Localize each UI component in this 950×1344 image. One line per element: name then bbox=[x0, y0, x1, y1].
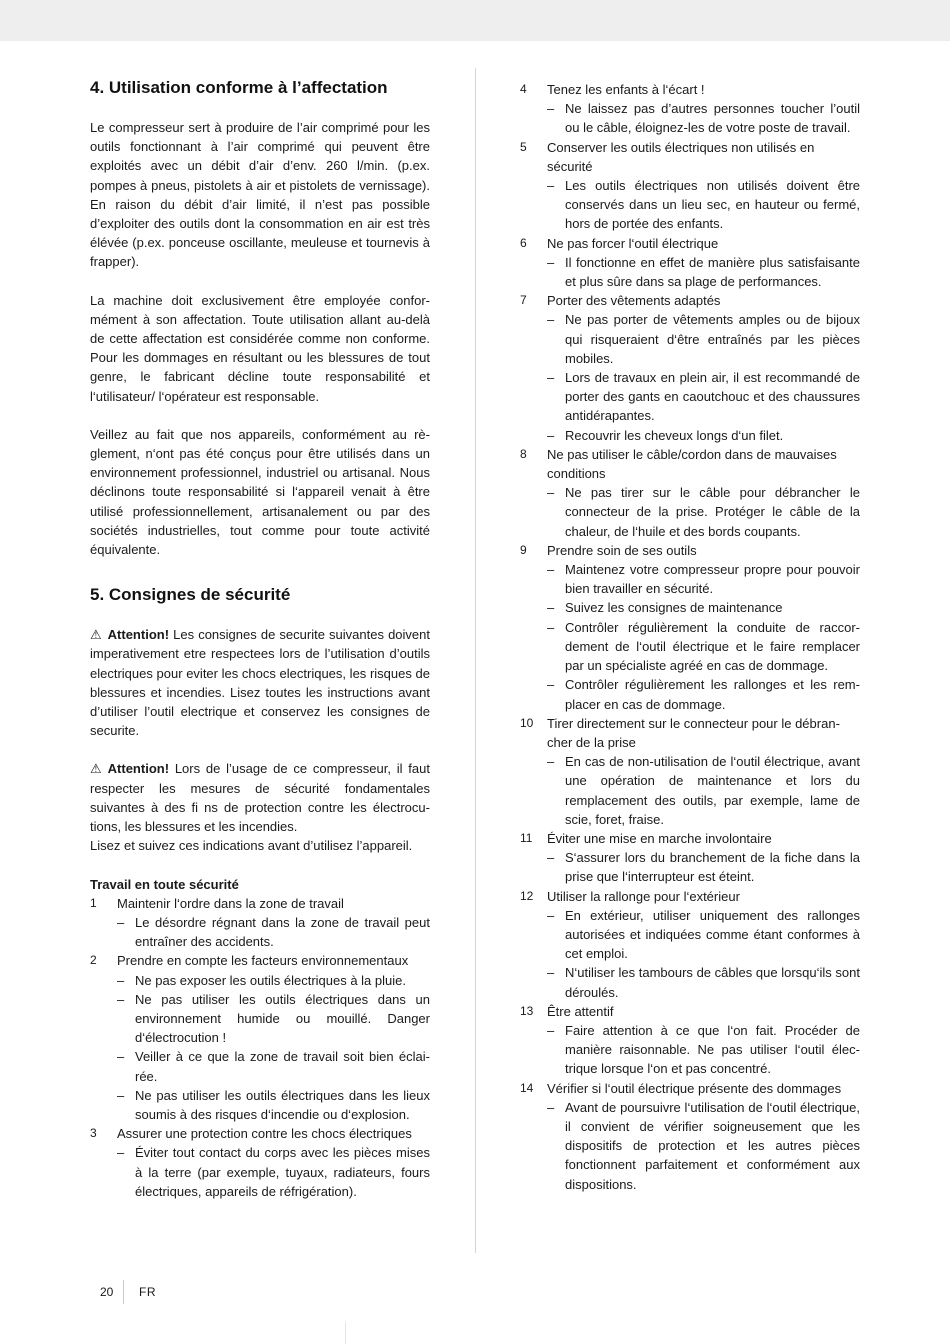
bullet-item bbox=[520, 598, 860, 617]
item-number: 12 bbox=[520, 888, 534, 903]
bullet-text: En cas de non-utilisation de l‘outil électrique, avant une opération de maintenance et lors du remplacement des outils, par exemple, lame de scie, foret, fraise. bbox=[565, 754, 860, 827]
bullet-text: Ne pas utiliser les outils électriques dans un environnement humide ou mouillé. Danger d‘électrocution ! bbox=[135, 991, 430, 1046]
item-number: 10 bbox=[520, 715, 534, 730]
item-text: Tirer directement sur le connecteur pour le débrancher de la prise bbox=[547, 715, 840, 750]
safety-item bbox=[520, 829, 860, 848]
safety-item bbox=[520, 80, 860, 99]
bullet-text: Il fonctionne en effet de manière plus satisfaisante et plus sûre dans sa plage de performances. bbox=[565, 254, 860, 290]
column-divider bbox=[475, 68, 476, 1253]
item-number: 4 bbox=[520, 82, 527, 96]
bullet-item bbox=[90, 913, 430, 951]
bullet-text: Éviter tout contact du corps avec les pièces mises à la terre (par exemple, tuyaux, radiateurs, fours électriques, appareils de réfrigération). bbox=[135, 1145, 430, 1199]
warning-text: Les consignes de securite suivantes doivent imperativement etre respectees lors de l’utilisation d’outils electriques pour eviter les chocs electriques, les risques de blessures et incendies. Lisez toutes les instructions avant d’utiliser l’outil electrique et conservez les consignes de securite. bbox=[90, 627, 430, 739]
bullet-dash: – bbox=[547, 254, 555, 270]
item-text: Être attentif bbox=[547, 1003, 614, 1019]
section-5-title: 5. Consignes de sécurité bbox=[90, 585, 291, 605]
safety-item bbox=[520, 291, 860, 310]
bullet-item bbox=[520, 560, 860, 598]
left-column bbox=[90, 76, 430, 1201]
bullet-dash: – bbox=[547, 907, 555, 923]
bullet-text: Faire attention à ce que l‘on fait. Procéder de manière raisonnable. Ne pas utiliser l‘outil électrique lorsque l‘on et pas concentré. bbox=[565, 1022, 860, 1077]
item-number: 13 bbox=[520, 1003, 534, 1018]
item-number: 1 bbox=[90, 895, 97, 910]
section-4-paragraph: Le compresseur sert à produire de l’air comprimé pour les outils fonctionnant à l’air comprimé qui peuvent être exploités avec un débit d’air d’env. 260 l/min. (p.ex. pompes à pneus, pistolets à air et pistolets de vernissage). En raison du débit d’air limité, il n’est pas possible d’exploiter des outils dont la consommation en air est très élévée (p.ex. ponceuse oscillante, meuleuse et tournevis à frapper). bbox=[90, 120, 430, 270]
bullet-text: Ne pas exposer les outils électriques à la pluie. bbox=[135, 972, 406, 988]
bullet-text: Contrôler régulièrement la conduite de raccordement de l‘outil électrique et le faire remplacer par un spécialiste agréé en cas de dommage. bbox=[565, 619, 860, 674]
bullet-dash: – bbox=[117, 914, 125, 930]
bullet-dash: – bbox=[547, 562, 555, 578]
safety-list-right bbox=[520, 80, 860, 1194]
bullet-dash: – bbox=[547, 370, 555, 386]
bullet-item bbox=[520, 483, 860, 541]
bullet-text: Maintenez votre compresseur propre pour pouvoir bien travailler en sécurité. bbox=[565, 562, 860, 597]
warning-extra-text: Lisez et suivez ces indications avant d’utilisez l’appareil. bbox=[90, 838, 413, 854]
item-text: Conserver les outils électriques non utilisés en sécurité bbox=[547, 139, 815, 174]
bullet-text: Recouvrir les cheveux longs d‘un filet. bbox=[565, 427, 784, 443]
bullet-item bbox=[520, 752, 860, 829]
item-text: Éviter une mise en marche involontaire bbox=[547, 830, 772, 846]
bullet-text: N‘utiliser les tambours de câbles que lorsqu‘ils sont déroulés. bbox=[565, 965, 860, 1000]
item-text: Prendre soin de ses outils bbox=[547, 542, 697, 558]
section-4-paragraph: La machine doit exclusivement être employée conformément à son affectation. Toute utilisation allant au-delà de cette affectation est considérée comme non conforme. Pour les dommages en résultant ou les blessures de tout genre, le fabricant décline toute responsabilité et l‘utilisateur/ l‘opérateur est responsable. bbox=[90, 292, 430, 404]
bullet-text: En extérieur, utiliser uniquement des rallonges autorisées et indiquées comme étant conformes à cet emploi. bbox=[565, 907, 860, 962]
bullet-text: S‘assurer lors du branchement de la fiche dans la prise que l‘interrupteur est éteint. bbox=[565, 850, 860, 885]
bullet-item bbox=[520, 1021, 860, 1079]
bullet-dash: – bbox=[117, 1145, 125, 1161]
safety-item bbox=[520, 714, 860, 752]
bullet-dash: – bbox=[117, 1087, 125, 1103]
bullet-item bbox=[520, 675, 860, 713]
bullet-dash: – bbox=[547, 312, 555, 328]
bullet-dash: – bbox=[117, 972, 125, 988]
bullet-item bbox=[520, 963, 860, 1001]
bullet-dash: – bbox=[547, 677, 555, 693]
safety-item bbox=[520, 445, 860, 483]
bullet-item bbox=[90, 1047, 430, 1085]
bullet-item bbox=[90, 971, 430, 990]
warning-text: Lors de l’usage de ce compresseur, il faut respecter les mesures de sécurité fondamentales suivantes à des fi ns de protection contre les électrocutions, les blessures et les incendies. bbox=[90, 761, 430, 835]
bullet-item bbox=[520, 99, 860, 137]
item-number: 6 bbox=[520, 235, 527, 250]
section-4-paragraph: Veillez au fait que nos appareils, conformément au règlement, n‘ont pas été conçus pour être utilisés dans un environnement professionnel, industriel ou artisanal. Nous déclinons toute responsabilité si l‘appareil venait à être utilisé professionnellement, artisanalement ou par des sociétés industrielles, tout comme pour toute activité équivalente. bbox=[90, 426, 430, 558]
bottom-mark bbox=[345, 1322, 346, 1344]
safety-item bbox=[520, 1079, 860, 1098]
bullet-text: Veiller à ce que la zone de travail soit bien éclairée. bbox=[135, 1049, 430, 1084]
bullet-item bbox=[520, 906, 860, 964]
item-number: 7 bbox=[520, 293, 527, 308]
bullet-text: Suivez les consignes de maintenance bbox=[565, 600, 783, 616]
item-text: Tenez les enfants à l‘écart ! bbox=[547, 82, 705, 97]
item-text: Vérifier si l‘outil électrique présente des dommages bbox=[547, 1080, 842, 1096]
warning-paragraph bbox=[90, 625, 430, 740]
safety-item bbox=[520, 234, 860, 253]
bullet-text: Les outils électriques non utilisés doivent être conservés dans un lieu sec, en hauteur ou fermé, hors de portée des enfants. bbox=[565, 178, 860, 232]
safety-item bbox=[520, 541, 860, 560]
item-text: Ne pas forcer l‘outil électrique bbox=[547, 235, 719, 251]
right-column bbox=[520, 80, 860, 1194]
item-text: Assurer une protection contre les chocs électriques bbox=[117, 1126, 412, 1142]
bullet-dash: – bbox=[547, 485, 555, 501]
bullet-text: Ne pas porter de vêtements amples ou de bijoux qui risqueraient d‘être entraînés par les pièces mobiles. bbox=[565, 312, 860, 366]
bullet-text: Lors de travaux en plein air, il est recommandé de porter des gants en caoutchouc et des chaussures antidérapantes. bbox=[565, 370, 860, 424]
page-footer bbox=[100, 1280, 156, 1304]
top-bar bbox=[0, 0, 950, 41]
safety-list-left bbox=[90, 894, 430, 1201]
bullet-text: Ne pas tirer sur le câble pour débrancher le connecteur de la prise. Protéger le câble de la chaleur, de l‘huile et des bords coupants. bbox=[565, 485, 860, 539]
bullet-dash: – bbox=[117, 1049, 125, 1065]
bullet-item bbox=[520, 1098, 860, 1194]
page-number: 20 bbox=[100, 1285, 114, 1299]
bullet-dash: – bbox=[117, 991, 125, 1007]
warning-label: Attention! bbox=[107, 761, 170, 777]
item-number: 5 bbox=[520, 139, 527, 154]
bullet-dash: – bbox=[547, 965, 555, 981]
item-text: Prendre en compte les facteurs environnementaux bbox=[117, 953, 409, 969]
bullet-item bbox=[90, 990, 430, 1048]
bullet-dash: – bbox=[547, 178, 555, 194]
language-code: FR bbox=[139, 1285, 156, 1299]
bullet-dash: – bbox=[547, 619, 555, 635]
item-text: Utiliser la rallonge pour l‘extérieur bbox=[547, 888, 740, 904]
item-text: Maintenir l‘ordre dans la zone de travail bbox=[117, 895, 344, 911]
footer-divider bbox=[123, 1280, 124, 1304]
item-number: 9 bbox=[520, 542, 527, 557]
bullet-dash: – bbox=[547, 850, 555, 866]
item-text: Ne pas utiliser le câble/cordon dans de mauvaises conditions bbox=[547, 446, 837, 482]
bullet-item bbox=[520, 426, 860, 445]
bullet-item bbox=[520, 368, 860, 426]
warning-icon: ⚠ bbox=[90, 761, 102, 777]
safety-item bbox=[520, 1002, 860, 1021]
bullet-item bbox=[520, 310, 860, 368]
section-4-title: 4. Utilisation conforme à l’affectation bbox=[90, 78, 388, 97]
item-text: Porter des vêtements adaptés bbox=[547, 293, 721, 309]
item-number: 8 bbox=[520, 446, 527, 461]
safety-item bbox=[520, 887, 860, 906]
bullet-dash: – bbox=[547, 1022, 555, 1038]
bullet-text: Avant de poursuivre l‘utilisation de l‘outil électrique, il convient de vérifier soigneusement que les dispositifs de protection et les autres pièces fonctionnent parfaitement et conformément aux dispositions. bbox=[565, 1099, 860, 1192]
item-number: 3 bbox=[90, 1126, 97, 1141]
bullet-text: Ne pas utiliser les outils électriques dans les lieux soumis à des risques d‘incendie ou d‘explosion. bbox=[135, 1087, 430, 1122]
item-number: 2 bbox=[90, 953, 97, 968]
safety-item bbox=[90, 951, 430, 970]
safety-subheading: Travail en toute sécurité bbox=[90, 876, 239, 892]
bullet-item bbox=[520, 176, 860, 234]
safety-item bbox=[520, 138, 860, 176]
item-number: 14 bbox=[520, 1080, 534, 1095]
warning-paragraph bbox=[90, 759, 430, 836]
warning-label: Attention! bbox=[107, 627, 170, 643]
bullet-text: Le désordre régnant dans la zone de travail peut entraîner des accidents. bbox=[135, 914, 430, 950]
bullet-item bbox=[90, 1086, 430, 1124]
bullet-dash: – bbox=[547, 101, 555, 117]
bullet-dash: – bbox=[547, 1099, 555, 1115]
item-number: 11 bbox=[520, 830, 533, 845]
safety-item bbox=[90, 1124, 430, 1143]
bullet-text: Contrôler régulièrement les rallonges et les remplacer en cas de dommage. bbox=[565, 677, 860, 712]
bullet-item bbox=[520, 618, 860, 676]
bullet-item bbox=[520, 253, 860, 291]
bullet-dash: – bbox=[547, 754, 555, 770]
warning-icon: ⚠ bbox=[90, 627, 102, 643]
safety-item bbox=[90, 894, 430, 913]
bullet-item bbox=[520, 848, 860, 886]
bullet-dash: – bbox=[547, 600, 555, 616]
bullet-item bbox=[90, 1143, 430, 1201]
bullet-dash: – bbox=[547, 427, 555, 443]
bullet-text: Ne laissez pas d’autres personnes toucher l’outil ou le câble, éloignez-les de votre poste de travail. bbox=[565, 101, 860, 136]
